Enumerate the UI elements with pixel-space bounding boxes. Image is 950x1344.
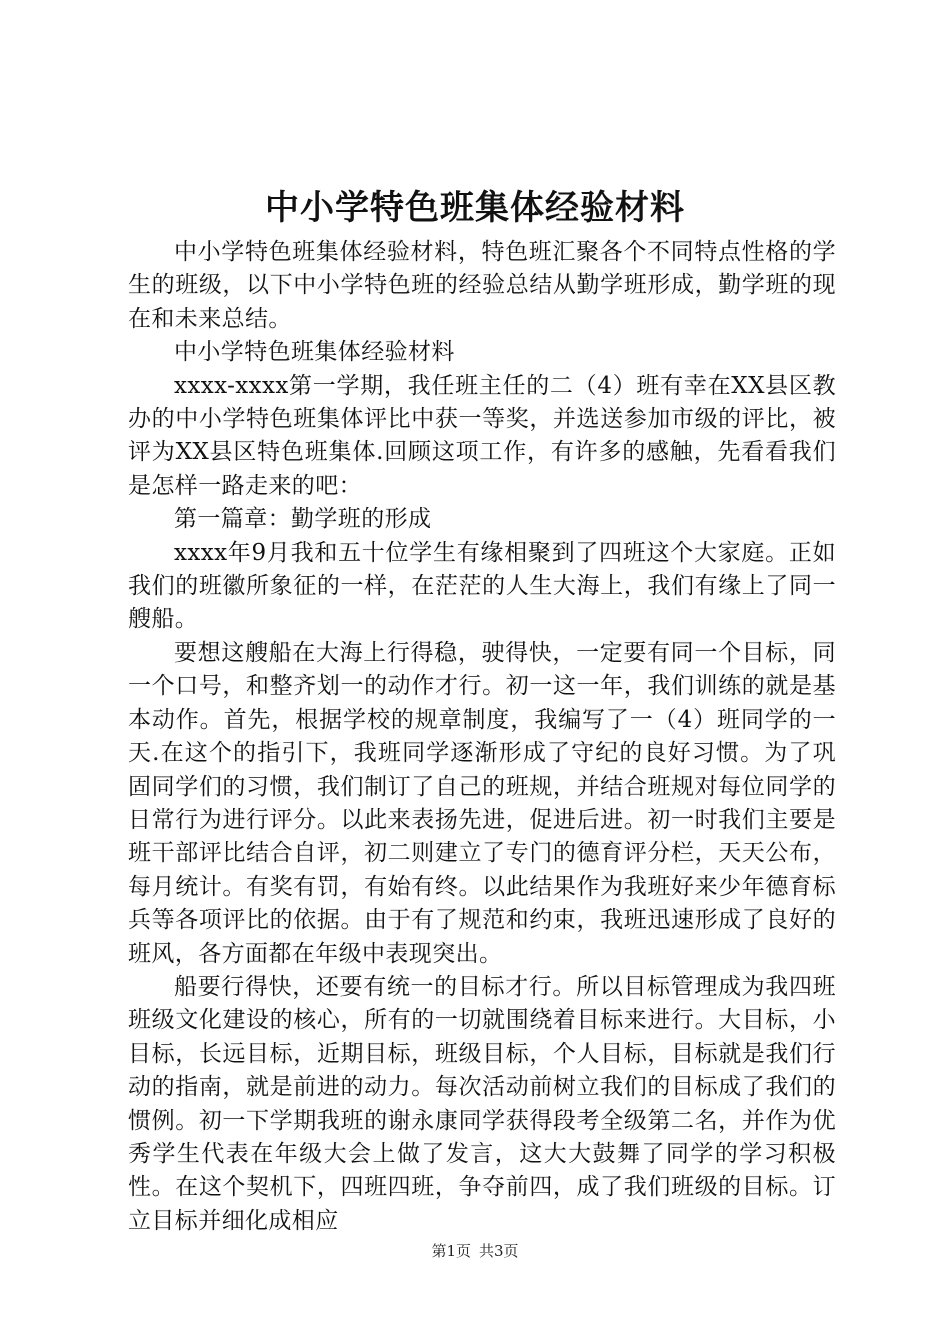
document-body — [128, 236, 836, 1238]
paragraph-basic-actions: 要想这艘船在大海上行得稳，驶得快，一定要有同一个目标，同一个口号，和整齐划一的动作才行。初一这一年，我们训练的就是基本动作。首先，根据学校的规章制度，我编写了一（4）班同学的一天.在这个的指引下，我班同学逐渐形成了守纪的良好习惯。为了巩固同学们的习惯，我们制订了自己的班规，并结合班规对每位同学的日常行为进行评分。以此来表扬先进，促进后进。初一时我们主要是班干部评比结合自评，初二则建立了专门的德育评分栏，天天公布，每月统计。有奖有罚，有始有终。以此结果作为我班好来少年德育标兵等各项评比的依据。由于有了规范和约束，我班迅速形成了良好的班风，各方面都在年级中表现突出。 — [128, 639, 836, 967]
document-title: 中小学特色班集体经验材料 — [265, 188, 685, 228]
paragraph-subtitle: 中小学特色班集体经验材料 — [174, 339, 455, 366]
chapter-heading: 第一篇章：勤学班的形成 — [174, 506, 432, 533]
paragraph-goals: 船要行得快，还要有统一的目标才行。所以目标管理成为我四班班级文化建设的核心，所有的一切就围绕着目标来进行。大目标，小目标，长远目标，近期目标，班级目标，个人目标，目标就是我们行动的指南，就是前进的动力。每次活动前树立我们的目标成了我们的惯例。初一下学期我班的谢永康同学获得段考全级第二名，并作为优秀学生代表在年级大会上做了发言，这大大鼓舞了同学的学习积极性。在这个契机下，四班四班，争夺前四，成了我们班级的目标。订立目标并细化成相应 — [128, 973, 836, 1234]
paragraph-award: xxxx-xxxx第一学期，我任班主任的二（4）班有幸在XX县区教办的中小学特色班集体评比中获一等奖，并选送参加市级的评比，被评为XX县区特色班集体.回顾这项工作，有许多的感触，先看看我们是怎样一路走来的吧： — [128, 372, 836, 499]
page-footer — [0, 1240, 950, 1262]
page-total: 共3页 — [479, 1242, 519, 1260]
paragraph-intro: 中小学特色班集体经验材料，特色班汇聚各个不同特点性格的学生的班级，以下中小学特色班的经验总结从勤学班形成，勤学班的现在和未来总结。 — [128, 239, 836, 332]
paragraph-meeting: xxxx年9月我和五十位学生有缘相聚到了四班这个大家庭。正如我们的班徽所象征的一样，在茫茫的人生大海上，我们有缘上了同一艘船。 — [128, 539, 836, 633]
page-number: 第1页 — [431, 1242, 471, 1260]
